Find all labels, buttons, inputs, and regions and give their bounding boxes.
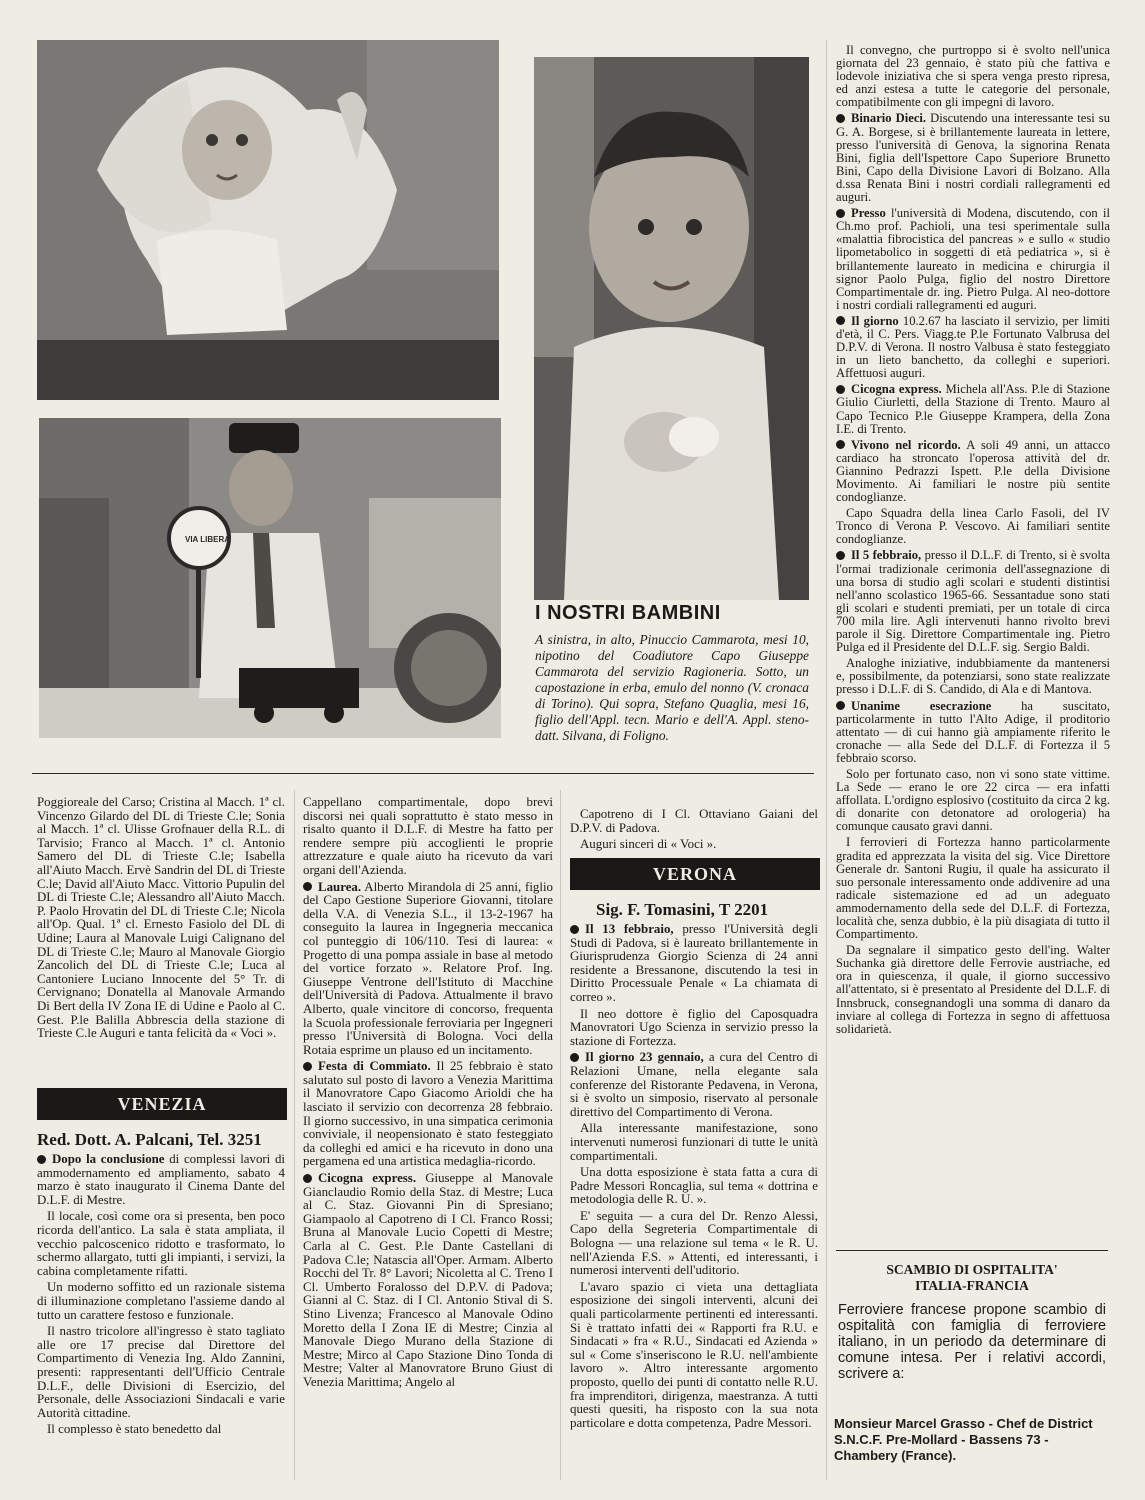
ricordo-item [836, 439, 1110, 504]
item-lead: Laurea. [318, 879, 362, 894]
paragraph: Capo Squadra della linea Carlo Fasoli, del IV Tronco di Verona P. Vescovo. Ai familiari sentite condoglianze. [836, 506, 1110, 547]
item-text: Il 25 febbraio è stato salutato sul posto di lavoro a Venezia Marittima il Manovratore Capo Giacomo Arioldi che ha lasciato il servizio con decorrenza 28 febbraio. Il giorno successivo, in una simpatica cerimonia conviviale, il neopensionato è stato festeggiato da colleghi ed amici e ha ricevuto in dono una pergamena ed una artistica medaglia-ricordo. [303, 1059, 553, 1169]
item-lead: Vivono nel ricordo. [851, 437, 961, 452]
item-lead: Festa di Commiato. [318, 1059, 431, 1074]
column-1-top [37, 796, 285, 1044]
simposio-item [570, 1051, 818, 1119]
paragraph: Capotreno di I Cl. Ottaviano Gaiani del D.P.V. di Padova. [570, 807, 818, 835]
boy-photo-art [39, 418, 501, 738]
bullet-icon [836, 114, 845, 123]
verona-laurea-item [570, 923, 818, 1005]
item-lead: Unanime esecrazione [851, 698, 992, 713]
bambini-headline: I NOSTRI BAMBINI [535, 602, 721, 624]
venezia-banner: VENEZIA [37, 1088, 287, 1120]
boy-photo [39, 418, 501, 738]
scambio-text: Ferroviere francese propone scambio di ospitalità con famiglia di ferroviere italiano, in un periodo da determinare di comune intesa. Per i relativi accordi, scrivere a: [838, 1302, 1106, 1382]
paragraph: Una dotta esposizione è stata fatta a cura di Padre Messori Roncaglia, sul tema « dottrina e metodologia delle R. U. ». [570, 1165, 818, 1207]
bullet-icon [303, 1062, 312, 1071]
births-list-continued: Poggioreale del Carso; Cristina al Macch. 1ª cl. Vincenzo Gilardo del DL di Trieste C.le; Sonia al Macch. 1ª cl. Ulisse Grofnauer della R.L. di Tarvisio; Franco al Macch. 1ª cl. Antonio Samero del DL di Trieste C.le; Isabella all'Aiuto Macch. Ervè Sandrin del DL di Trieste C.le; David all'Aiuto Macc. Vittorio Pupulin del DL di Trieste C.le; Alessandro all'Aiuto Macch. P. Paolo Hrovatin del DL di Trieste C.le; Nicola all'Op. Qual. 1ª cl. Ernesto Fasiolo del DL di Udine; Laura al Manovale Luigi Calignano del DL di Trieste C.le; Mauro al Manovale Giorgio Zancolich del DL di Trieste C.le; Luca al Cantoniere Luciano Innocente del 5° Tr. di Cervignano; Donatella al Manovale Armando Di Bert della IV Zona IE di Udine e Paolo al C. Gest. P.le Balilla Abbrescia della stazione di Trieste C.le Auguri e tanta felicità da « Voci ». [37, 795, 285, 1041]
bullet-icon [303, 1174, 312, 1183]
bullet-icon [37, 1155, 46, 1164]
item-text: di complessi lavori di ammodernamento ed ampliamento, sabato 4 marzo è stato inaugurato il Cinema Dante del D.L.F. di Mestre. [37, 1152, 285, 1207]
item-text: presso il D.L.F. di Trento, si è svolta l'ormai tradizionale cerimonia dell'assegnazione di una borsa di studio agli scolari e studenti distintisi nell'anno scolastico 1965-66. Sessantadue sono stati gli scolari e studenti premiati, per un totale di circa 700 mila lire. Agli intervenuti hanno rivolto brevi parole il Sig. Direttore Compartimentale ing. Pietro Pulga ed il Presidente del D.L.F. sig. Sergio Baldi. [836, 548, 1110, 655]
section-separator [32, 773, 814, 774]
scambio-headline [836, 1262, 1108, 1294]
paragraph: Il nastro tricolore all'ingresso è stato tagliato alle ore 17 precise dal Direttore del Compartimento di Venezia Ing. Aldo Zannini, presenti: rappresentanti dell'Ufficio Centrale D.L.F., delle Divisioni di Esercizio, del Personale, delle Associazioni Sindacali e varie Autorità cittadine. [37, 1324, 285, 1420]
modena-item [836, 207, 1110, 312]
paragraph: Un moderno soffitto ed un razionale sistema di illuminazione completano l'assieme dando al tutto un carattere festoso e funzionale. [37, 1280, 285, 1322]
baby-photo-art [37, 40, 499, 400]
item-text: Giuseppe al Manovale Gianclaudio Romio della Staz. di Mestre; Luca al C. Staz. Giovanni Pin di Spresiano; Giampaolo al Capotreno di I Cl. Franco Rossi; Bruna al Manovale Lucio Copetti di Mestre; Carla al C. Gest. P.le Dante Castellani di Padova C.le; Natascia all'Oper. Armam. Alberto Rocchi del Tr. 8° Lavori; Nicoletta al C. Treno I Cl. Umberto Foralosso del D.P.V. di Padova; Gianni al C. Staz. di I Cl. Antonio Stival di S. Stino Livenza; Francesco al Manovale Odino Moretto della I Zona IE di Mestre; Cinzia al Manovale Diego Murano della Stazione di Mestre; Mirco al Capo Stazione Dino Tonda di Mestre; Valter al Manovratore Bruno Giust di Venezia Marittima; Angelo al [303, 1171, 553, 1389]
item-text: ha suscitato, particolarmente in tutto l'Alto Adige, il proditorio attentato — di cui hanno già ampiamente riferito le cronache — alla Sede del D.L.F. di Fortezza il 5 febbraio scorso. [836, 698, 1110, 765]
paragraph: Auguri sinceri di « Voci ». [580, 837, 717, 852]
item-lead: Binario Dieci. [851, 111, 927, 126]
item-lead: Il giorno 23 gennaio, [585, 1050, 704, 1065]
laurea-item [303, 881, 553, 1058]
column-1-bottom [37, 1153, 285, 1440]
paragraph: L'avaro spazio ci vieta una dettagliata esposizione dei singoli interventi, alcuni dei quali particolarmente pertinenti ed interessanti. Si è trattato infatti dei « Rapporti fra R.U. e Sindacati » fra « R.U., Sindacati ed Azienda » sul « Come s'inseriscono le R.U. nell'ambiente lavoro ». Altro interessante argomento proposto, quello dei punti di contatto nelle R.U. fra imprenditori, dirigenza, maestranza. A tutti questi quesiti, ha risposto con la sua nota particolare e dotta competenza, Padre Messori. [570, 1279, 818, 1430]
bullet-icon [836, 551, 845, 560]
item-lead: Dopo la conclusione [52, 1152, 165, 1166]
item-lead: Il 13 febbraio, [585, 922, 674, 936]
paragraph: Il neo dottore è figlio del Caposquadra Manovratori Ugo Scienza in servizio presso la stazione di Fortezza. [570, 1006, 818, 1048]
item-lead: Cicogna express. [851, 382, 942, 397]
bullet-icon [836, 701, 845, 710]
bullet-icon [836, 440, 845, 449]
venezia-cinema-item [37, 1153, 285, 1207]
bambini-caption: A sinistra, in alto, Pinuccio Cammarota, mesi 10, nipotino del Coadiutore Capo Giuseppe Cammarota del servizio Ragioneria. Sotto, un capostazione in erba, emulo del nonno (V. cronaca di Torino). Qui sopra, Stefano Quaglia, mesi 16, figlio dell'Appl. tecn. Mario e dell'A. Appl. steno-datt. Silvana, di Foligno. [535, 632, 809, 743]
paragraph: Il locale, così come ora si presenta, ben poco ricorda dell'antico. La sala è stata ampliata, il vecchio palcoscenico ridotto e trasformato, lo schermo allargato, tutti gli impianti, i servizi, la cabina completamente rifatti. [37, 1209, 285, 1278]
venezia-editor: Red. Dott. A. Palcani, Tel. 3251 [37, 1130, 262, 1149]
toddler-photo [534, 57, 809, 600]
column-rule-1 [294, 790, 295, 1480]
verona-editor: Sig. F. Tomasini, T 2201 [596, 900, 769, 919]
column-2 [303, 796, 553, 1393]
commiato-item [303, 1060, 553, 1169]
column-4 [836, 44, 1110, 1039]
bullet-icon [303, 882, 312, 891]
paragraph: Il complesso è stato benedetto dal [47, 1422, 222, 1437]
bullet-icon [836, 316, 845, 325]
signal-paddle-text: VIA LIBERA [185, 535, 231, 544]
attentato-item [836, 700, 1110, 765]
item-text: l'università di Modena, discutendo, con il Ch.mo prof. Pachioli, una tesi sperimentale sulla «malattia fibrocistica del pancreas » e sullo « studio lipometabolico in soggetti di età pediatrica », si è brillantemente laureato in medicina e chirurgia il signor Paolo Pulga, figlio del nostro Direttore Compartimentale dr. ing. Pietro Pulga. Al neo-dottore i nostri cordiali rallegramenti ed auguri. [836, 206, 1110, 312]
bullet-icon [836, 385, 845, 394]
item-lead: Cicogna express. [318, 1171, 417, 1186]
item-text: 10.2.67 ha lasciato il servizio, per limiti d'età, il C. Pers. Viagg.te P.le Fortunato Valbrusa del D.P.V. di Verona. Il nostro Valbusa è stato festeggiato in un lieto banchetto, da colleghi e superiori. Affettuosi auguri. [836, 313, 1110, 381]
paragraph: I ferrovieri di Fortezza hanno particolarmente gradita ed apprezzata la visita del sig. Vice Direttore Generale dr. Santoni Rugiu, il quale ha assicurato il suo personale interessamento onde addivenire ad una radicale sistemazione ed ad un adeguato ammodernamento della sede del D.L.F. di Fortezza, località che, senza dubbio, è la più disagiata di tutto il Compartimento. [836, 835, 1110, 942]
paragraph: E' seguita — a cura del Dr. Renzo Alessi, Capo della Segreteria Compartimentale di Bologna — una relazione sul tema « le R. U. nell'Azienda F.S. » Attenti, ed interessanti, i numerosi interventi dell'uditorio. [570, 1208, 818, 1278]
scambio-headline-line1: SCAMBIO DI OSPITALITA' [886, 1262, 1058, 1277]
item-lead: Il giorno [851, 313, 899, 328]
bullet-icon [836, 209, 845, 218]
toddler-photo-art [534, 57, 809, 600]
item-lead: Il 5 febbraio, [851, 548, 922, 563]
bullet-icon [570, 1053, 579, 1062]
item-text: A soli 49 anni, un attacco cardiaco ha stroncato l'operosa attività del dr. Giannino Pedrazzi Ispett. P.le della Divisione Movimento. Ai familiari le nostre più sentite condoglianze. [836, 437, 1110, 505]
binario-dieci-item [836, 112, 1110, 204]
bullet-icon [570, 925, 579, 934]
item-text: Michela all'Ass. P.le di Stazione Giulio Ciurletti, della Stazione di Trento. Mauro al Capo Tecnico P.le Giuseppe Krampera, della Zona I.E. di Trento. [836, 382, 1110, 436]
pensione-item [836, 315, 1110, 380]
scambio-address: Monsieur Marcel Grasso - Chef de District S.N.C.F. Pre-Mollard - Bassens 73 - Chambery (France). [834, 1416, 1093, 1463]
scambio-headline-line2: ITALIA-FRANCIA [915, 1278, 1029, 1293]
item-text: Discutendo una interessante tesi su G. A. Borgese, si è brillantemente laureata in lettere, presso l'università di Genova, la signorina Renata Bini, figlia dell'Ispettore Capo Superiore Brunetto Bini, Capo della Divisione Lavori di Bolzano. Alla d.ssa Renata Bini i nostri cordiali rallegramenti ed auguri. [836, 111, 1110, 205]
column-3-bottom [570, 923, 818, 1433]
paragraph: Analoghe iniziative, indubbiamente da mantenersi e, possibilmente, da potenziarsi, sono state realizzate presso i D.L.F. di S. Candido, di Ala e di Mantova. [836, 656, 1110, 697]
column-rule-2 [560, 790, 561, 1480]
cicogna-verona-item [836, 383, 1110, 435]
borsa-studio-item [836, 549, 1110, 654]
column-rule-3 [826, 40, 827, 1480]
item-lead: Presso [851, 206, 886, 221]
scambio-top-rule [836, 1250, 1108, 1251]
paragraph: Solo per fortunato caso, non vi sono state vittime. La Sede — erano le ore 22 circa — era infatti affollata. L'ordigno esplosivo (costituito da circa 2 kg. di donarite con detonatore ad orologeria) ha comunque causato gravi danni. [836, 766, 1110, 834]
item-text: a cura del Centro di Relazioni Umane, nella elegante sala conferenze del Ristorante Pedavena, in Verona, si è svolto un simposio, riservato al personale direttivo del Compartimento di Verona. [570, 1050, 819, 1119]
baby-photo [37, 40, 499, 400]
verona-banner: VERONA [570, 858, 820, 890]
item-text: Alberto Mirandola di 25 anni, figlio del Capo Gestione Superiore Giovanni, titolare della V.A. di Venezia S.L., il 13-2-1967 ha conseguito la laurea in Ingegneria meccanica col punteggio di 106/110. Tesi di laurea: « Progetto di una pompa assiale in base al metodo del vortice forzato ». Relatore Prof. Ing. Giuseppe Ventrone dell'Istituto di Macchine dell'Università di Padova. Attualmente il bravo Alberto, quale vincitore di concorso, frequenta la Scuola professionale ferroviaria per Ingegneri presso l'Università di Bologna. Voci della Rotaia esprime un plauso ed un incitamento. [303, 879, 553, 1057]
paragraph: Cappellano compartimentale, dopo brevi discorsi nei quali soprattutto è stato messo in risalto quanto il D.L.F. di Mestre ha fatto per rendere sempre più accoglienti le proprie attrezzature e quale aiuto ha ricevuto da vari organi dell'Azienda. [303, 795, 553, 877]
item-text: presso l'Università degli Studi di Padova, si è laureato brillantemente in Giurisprudenza Giorgio Scienza di 24 anni residente a Bressanone, discutendo la tesi in Diritto Processuale Penale « La chiamata di correo ». [570, 922, 819, 1004]
column-3-top [570, 808, 818, 855]
paragraph: Il convegno, che purtroppo si è svolto nell'unica giornata del 23 gennaio, è stato più che fattiva e lodevole iniziativa che si spera venga presto ripresa, ed anzi estesa a tutte le categorie del personale, compatibilmente con gli impegni di lavoro. [836, 43, 1110, 110]
paragraph: Alla interessante manifestazione, sono intervenuti numerosi funzionari di tutte le unità compartimentali. [570, 1121, 818, 1163]
paragraph: Da segnalare il simpatico gesto dell'ing. Walter Suchanka già direttore delle Ferrovie austriache, ed ora in quiescenza, il quale, il giorno successivo all'attentato, si è presentato al Presidente del D.L.F. di Innsbruck, consegnandogli una somma di danaro da inviare al collega di Fortezza in segno di affettuosa solidarietà. [836, 943, 1110, 1036]
cicogna-item [303, 1172, 553, 1390]
